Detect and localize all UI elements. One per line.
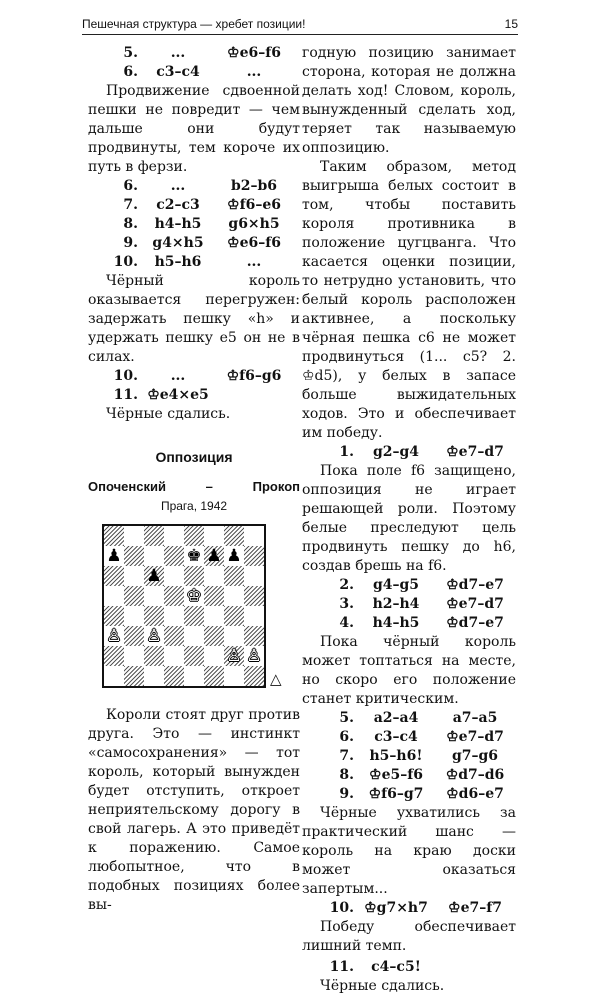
board-square-c8	[144, 526, 164, 546]
move-row	[302, 728, 516, 747]
board-square-e4	[184, 606, 204, 626]
move-row	[88, 386, 300, 405]
chess-piece-a3: ♙	[106, 626, 122, 646]
chess-piece-g7: ♟	[226, 546, 242, 566]
board-square-b4	[124, 606, 144, 626]
board-square-d1	[164, 666, 184, 686]
black-move: b2–b6	[230, 178, 278, 194]
white-move: g4×h5	[152, 235, 204, 251]
white-move: c2–c3	[156, 197, 200, 213]
move-number: 11.	[329, 959, 354, 975]
board-square-a2	[104, 646, 124, 666]
move-row	[302, 899, 516, 918]
board-square-c6	[144, 566, 164, 586]
white-move: g4–g5	[372, 577, 420, 593]
board-square-e8	[184, 526, 204, 546]
moves-block-right-c	[302, 709, 516, 804]
move-row	[302, 785, 516, 804]
white-move: h2–h4	[372, 596, 420, 612]
board-square-f4	[204, 606, 224, 626]
chess-piece-e7: ♚	[186, 546, 202, 566]
black-move: ♔e7–d7	[446, 729, 504, 745]
move-number: 6.	[123, 178, 138, 194]
chess-piece-g2: ♙	[226, 646, 242, 666]
move-row	[88, 44, 300, 63]
move-number: 5.	[339, 710, 354, 726]
board-square-b2	[124, 646, 144, 666]
board-square-c7	[144, 546, 164, 566]
move-row	[302, 766, 516, 785]
players-dash: –	[205, 479, 213, 494]
white-move: h4–h5	[372, 615, 420, 631]
board-square-g2	[224, 646, 244, 666]
black-move: ♔e6–f6	[227, 235, 281, 251]
black-move: g7–g6	[451, 748, 499, 764]
board-square-g7	[224, 546, 244, 566]
move-number: 9.	[123, 235, 138, 251]
move-number: 1.	[339, 444, 354, 460]
move-row	[302, 595, 516, 614]
paragraph: Продвижение сдвоенной пешки не повредит — чем дальше они будут продвинуты, тем короче их путь в ферзи.	[88, 83, 300, 175]
board-square-f1	[204, 666, 224, 686]
white-move: c3–c4	[374, 729, 418, 745]
board-square-g4	[224, 606, 244, 626]
paragraph: Чёрный король оказывается перегружен: задержать пешку «h» и удержать пешку e5 он не в силах.	[88, 273, 300, 365]
paragraph: Пока поле f6 защищено, оппозиция не играет решающей роли. Поэтому белые преследуют цель продвинуть пешку до h6, создав брешь на f6.	[302, 463, 516, 574]
chess-board	[102, 524, 266, 688]
white-to-move-icon: △	[270, 670, 282, 688]
game-players	[88, 477, 300, 496]
move-row	[88, 215, 300, 234]
white-move: ...	[170, 368, 186, 384]
board-square-d4	[164, 606, 184, 626]
board-square-a4	[104, 606, 124, 626]
move-number: 11.	[113, 387, 138, 403]
board-square-h4	[244, 606, 264, 626]
move-row	[302, 576, 516, 595]
black-move: ♔d7–d6	[445, 767, 505, 783]
chess-piece-a7: ♟	[106, 546, 122, 566]
board-square-a8	[104, 526, 124, 546]
black-move: ♔e6–f6	[227, 45, 281, 61]
white-player: Опоченский	[88, 479, 166, 494]
white-move: c4–c5!	[371, 959, 421, 975]
paragraph: Таким образом, метод выигрыша белых состоит в том, чтобы поставить короля противника в положение цугцванга. Что касается оценки позиции, то нетрудно установить, что белый король расположен активнее, а поскольку чёрная пешка c6 не может продвинуться (1... c5? 2. ♔d5), у белых в запасе больше выжидательных ходов. Это и обеспечивает им победу.	[302, 159, 516, 441]
black-move: ...	[246, 254, 262, 270]
board-square-d3	[164, 626, 184, 646]
black-move: ♔d7–e7	[446, 577, 504, 593]
move-row	[88, 234, 300, 253]
board-square-d8	[164, 526, 184, 546]
black-move: ♔e7–f7	[448, 900, 502, 916]
chess-piece-h2: ♙	[246, 646, 262, 666]
resignation-note: Чёрные сдались.	[320, 978, 445, 994]
move-row	[88, 177, 300, 196]
move-row	[302, 443, 516, 462]
black-move: ♔e7–d7	[446, 444, 504, 460]
chess-piece-c3: ♙	[146, 626, 162, 646]
black-move: ...	[246, 64, 262, 80]
black-move: ♔d6–e7	[446, 786, 504, 802]
board-square-b6	[124, 566, 144, 586]
section-title: Оппозиция	[155, 449, 233, 465]
board-square-a1	[104, 666, 124, 686]
paragraph: годную позицию занимает сторона, которая не должна делать ход! Словом, король, вынужденный сделать ход, теряет так называемую оппозицию.	[302, 45, 516, 156]
board-square-b3	[124, 626, 144, 646]
move-number: 10.	[329, 900, 354, 916]
board-square-a5	[104, 586, 124, 606]
move-number: 7.	[339, 748, 354, 764]
board-square-b1	[124, 666, 144, 686]
moves-block-left-a	[88, 44, 300, 82]
move-number: 9.	[339, 786, 354, 802]
paragraph: Победу обеспечивает лишний темп.	[302, 919, 516, 954]
board-square-b8	[124, 526, 144, 546]
white-move: h5–h6	[154, 254, 202, 270]
board-square-e3	[184, 626, 204, 646]
running-header	[82, 16, 518, 35]
board-square-h3	[244, 626, 264, 646]
board-square-g8	[224, 526, 244, 546]
board-square-f3	[204, 626, 224, 646]
board-square-f8	[204, 526, 224, 546]
board-square-e2	[184, 646, 204, 666]
board-square-e6	[184, 566, 204, 586]
move-row	[88, 63, 300, 82]
board-square-h6	[244, 566, 264, 586]
move-row	[88, 253, 300, 272]
board-square-a7	[104, 546, 124, 566]
board-square-c3	[144, 626, 164, 646]
board-square-d6	[164, 566, 184, 586]
board-square-f5	[204, 586, 224, 606]
board-square-g3	[224, 626, 244, 646]
move-number: 3.	[339, 596, 354, 612]
white-move: a2–a4	[373, 710, 419, 726]
board-square-b7	[124, 546, 144, 566]
moves-block-right-b	[302, 576, 516, 633]
move-number: 5.	[123, 45, 138, 61]
board-square-f2	[204, 646, 224, 666]
board-square-d7	[164, 546, 184, 566]
move-number: 2.	[339, 577, 354, 593]
move-row	[302, 958, 516, 977]
board-square-d5	[164, 586, 184, 606]
black-player: Прокоп	[252, 479, 300, 494]
black-move: ♔f6–e6	[227, 197, 281, 213]
board-square-f7	[204, 546, 224, 566]
paragraph: Пока чёрный король может топтаться на месте, но скоро его положение станет критическим.	[302, 634, 516, 707]
board-square-h1	[244, 666, 264, 686]
move-number: 4.	[339, 615, 354, 631]
board-square-c4	[144, 606, 164, 626]
board-square-e7	[184, 546, 204, 566]
board-square-g6	[224, 566, 244, 586]
board-square-h8	[244, 526, 264, 546]
moves-block-left-b	[88, 177, 300, 272]
black-move	[434, 958, 516, 977]
move-number: 6.	[123, 64, 138, 80]
chess-piece-f7: ♟	[206, 546, 222, 566]
board-square-d2	[164, 646, 184, 666]
game-place: Прага, 1942	[160, 499, 228, 513]
board-square-f6	[204, 566, 224, 586]
black-move: g6×h5	[228, 216, 280, 232]
white-move: ...	[170, 45, 186, 61]
white-move: h4–h5	[154, 216, 202, 232]
board-square-h2	[244, 646, 264, 666]
white-move: ♔f6–g7	[368, 786, 424, 802]
page-number: 15	[504, 17, 518, 31]
board-square-h7	[244, 546, 264, 566]
black-move: ♔e7–d7	[446, 596, 504, 612]
board-square-c2	[144, 646, 164, 666]
move-number: 10.	[113, 368, 138, 384]
white-move: c3–c4	[156, 64, 200, 80]
board-square-c5	[144, 586, 164, 606]
board-square-h5	[244, 586, 264, 606]
resignation-note: Чёрные сдались.	[106, 406, 231, 422]
move-number: 8.	[123, 216, 138, 232]
board-square-b5	[124, 586, 144, 606]
paragraph: Короли стоят друг против друга. Это — инстинкт «самосохранения» — тот король, который вынужден будет отступить, откроет неприятельскому дорогу в свой лагерь. А это приведёт к поражению. Самое любопытное, что в подобных позициях более вы-	[88, 707, 300, 913]
board-square-g5	[224, 586, 244, 606]
move-number: 8.	[339, 767, 354, 783]
black-move: ♔f6–g6	[226, 368, 282, 384]
chess-piece-c6: ♟	[146, 566, 162, 586]
board-square-a3	[104, 626, 124, 646]
black-move: ♔d7–e7	[446, 615, 504, 631]
moves-block-left-c	[88, 367, 300, 405]
right-column	[302, 44, 516, 996]
board-square-e1	[184, 666, 204, 686]
move-row	[88, 367, 300, 386]
white-move: ♔e5–f6	[369, 767, 423, 783]
move-number: 6.	[339, 729, 354, 745]
board-square-c1	[144, 666, 164, 686]
board-square-e5	[184, 586, 204, 606]
board-square-g1	[224, 666, 244, 686]
black-move	[214, 386, 294, 405]
black-move: a7–a5	[452, 710, 498, 726]
chess-diagram	[102, 524, 298, 700]
white-move: g2–g4	[372, 444, 420, 460]
white-move: ♔e4×e5	[147, 387, 209, 403]
move-number: 10.	[113, 254, 138, 270]
move-row	[88, 196, 300, 215]
white-move: ♔g7×h7	[364, 900, 428, 916]
chess-piece-e5: ♔	[186, 586, 202, 606]
white-move: ...	[170, 178, 186, 194]
move-row	[302, 709, 516, 728]
header-title: Пешечная структура — хребет позиции!	[82, 17, 306, 31]
board-square-a6	[104, 566, 124, 586]
paragraph: Чёрные ухватились за практический шанс — король на краю доски может оказаться запертым...	[302, 805, 516, 897]
move-row	[302, 614, 516, 633]
left-column	[88, 44, 300, 915]
move-number: 7.	[123, 197, 138, 213]
white-move: h5–h6!	[369, 748, 423, 764]
